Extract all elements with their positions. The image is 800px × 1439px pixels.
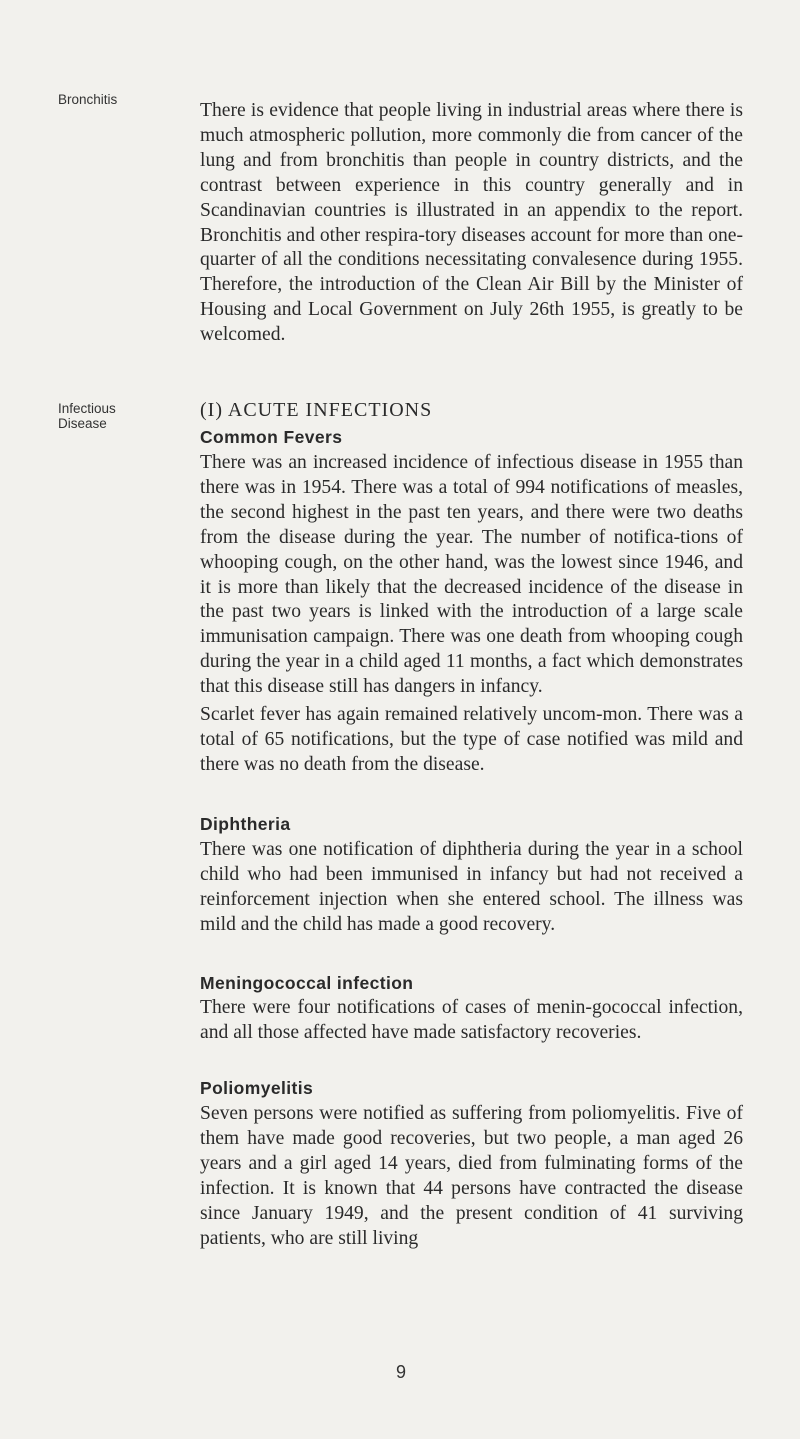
- page-number: 9: [395, 1362, 406, 1382]
- poliomyelitis-paragraph: Seven persons were notified as suffering from poliomyelitis. Five of them have made good recoveries, but two people, a man aged 26 years and a girl aged 14 years, died from fulminating forms of the infection. It is known that 44 persons have contracted the disease since January 1949, and the present condition of 41 surviving patients, who are still living: [200, 1103, 743, 1249]
- diphtheria-paragraph: There was one notification of diphtheria during the year in a school child who had been immunised in infancy but had not received a reinforcement injection when she entered school. The illness was mild and the child has made a good recovery.: [200, 839, 743, 935]
- margin-note-bronchitis: Bronchitis: [58, 92, 118, 107]
- acute-infections-heading: (I) ACUTE INFECTIONS: [200, 399, 433, 421]
- common-fevers-paragraph-2: Scarlet fever has again remained relatively uncom-mon. There was a total of 65 notifications, but the type of case notified was mild and there was no death from the disease.: [200, 704, 743, 775]
- bronchitis-paragraph: There is evidence that people living in industrial areas where there is much atmospheric pollution, more commonly die from cancer of the lung and from bronchitis than people in country districts, and the contrast between experience in this country generally and in Scandinavian countries is illustrated in an appendix to the report. Bronchitis and other respira-tory diseases account for more than one-quarter of all the conditions necessitating convalesence during 1955. Therefore, the introduction of the Clean Air Bill by the Minister of Housing and Local Government on July 26th 1955, is greatly to be welcomed.: [200, 100, 743, 346]
- common-fevers-heading: Common Fevers: [200, 427, 343, 447]
- common-fevers-paragraph-1: There was an increased incidence of infectious disease in 1955 than there was in 1954. There was a total of 994 notifications of measles, the second highest in the past ten years, and there were two deaths from the disease during the year. The number of notifica-tions of whooping cough, on the other hand, was the lowest since 1946, and it is more than likely that the decreased incidence of the disease in the past two years is linked with the introduction of a large scale immunisation campaign. There was one death from whooping cough during the year in a child aged 11 months, a fact which demonstrates that this disease still has dangers in infancy.: [200, 452, 743, 698]
- meningococcal-heading: Meningococcal infection: [200, 973, 414, 993]
- margin-note-infectious-disease: Infectious Disease: [58, 401, 116, 431]
- diphtheria-heading: Diphtheria: [200, 814, 291, 834]
- poliomyelitis-heading: Poliomyelitis: [200, 1078, 314, 1098]
- meningococcal-paragraph: There were four notifications of cases of menin-gococcal infection, and all those affected have made satisfactory recoveries.: [200, 997, 743, 1043]
